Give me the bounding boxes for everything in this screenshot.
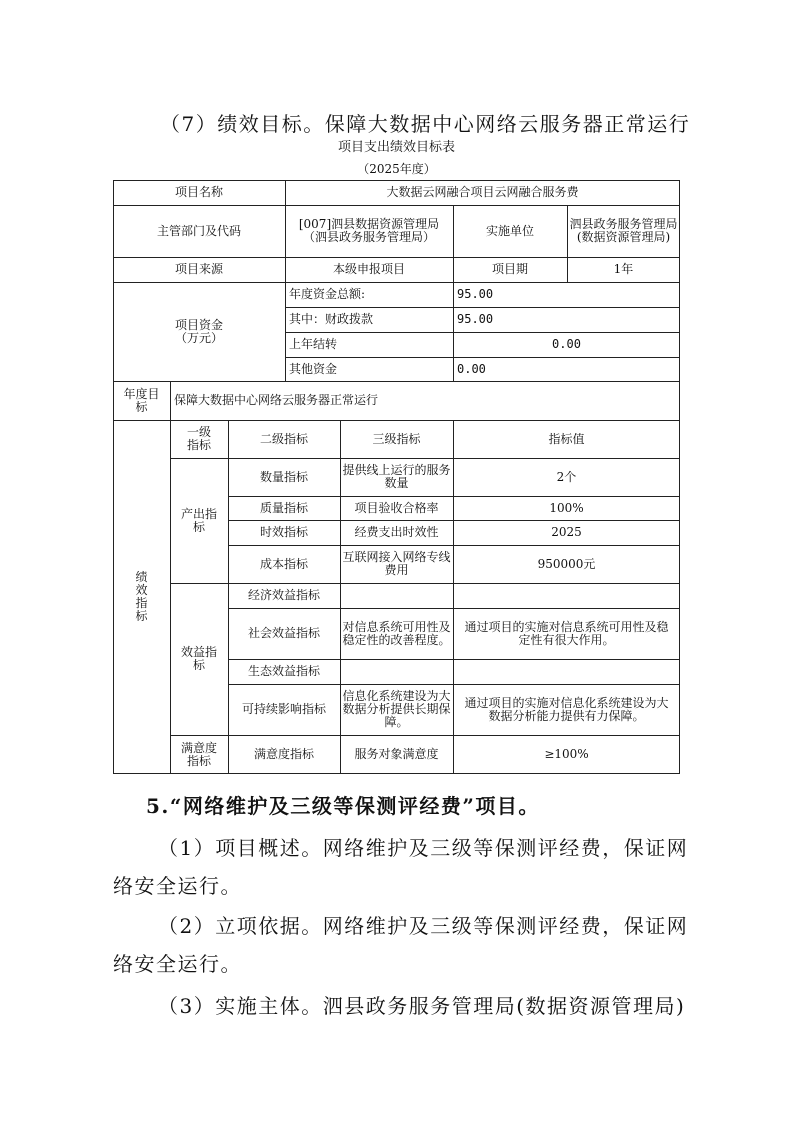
section-heading-5: 5.“网络维护及三级等保测评经费”项目。 — [146, 794, 540, 818]
fund-carry-label: 上年结转 — [289, 337, 338, 351]
source-value: 本级申报项目 — [332, 262, 405, 276]
dept-value-line1: [007]泗县数据资源管理局 — [298, 217, 440, 231]
annual-goal-label: 年度目标 — [123, 386, 160, 414]
paragraph-2-line1: （2）立项依据。网络维护及三级等保测评经费，保证网 — [158, 914, 689, 938]
sus-l3: 信息化系统建设为大数据分析提供长期保障。 — [342, 689, 451, 729]
project-name-label: 项目名称 — [174, 185, 223, 199]
fund-other-label: 其他资金 — [289, 361, 338, 376]
qual-l2: 质量指标 — [259, 500, 308, 515]
qual-l3: 项目验收合格率 — [354, 500, 439, 515]
output-indicator-label: 产出指标 — [180, 506, 217, 534]
time-value: 2025 — [551, 525, 582, 539]
table-year: （2025年度） — [357, 162, 436, 176]
time-l3: 经费支出时效性 — [354, 525, 439, 539]
source-label: 项目来源 — [174, 262, 223, 276]
benefit-indicator-label: 效益指标 — [180, 645, 217, 672]
header-level3: 三级指标 — [372, 431, 421, 446]
paragraph-3: （3）实施主体。泗县政务服务管理局(数据资源管理局) — [158, 994, 686, 1018]
sat-value: ≥100% — [544, 747, 589, 761]
fund-total-label: 年度资金总额: — [289, 287, 366, 301]
soc-value: 通过项目的实施对信息系统可用性及稳定性有很大作用。 — [464, 619, 669, 647]
project-name-value: 大数据云网融合项目云网融合服务费 — [386, 185, 579, 199]
fund-total-value: 95.00 — [457, 287, 494, 301]
dept-label: 主管部门及代码 — [156, 223, 241, 238]
header-level2: 二级指标 — [259, 431, 308, 446]
impl-unit-value: 泗县政务服务管理局(数据资源管理局) — [569, 217, 678, 244]
qty-value: 2个 — [556, 469, 577, 484]
sus-value: 通过项目的实施对信息化系统建设为大数据分析能力提供有力保障。 — [464, 695, 669, 723]
fund-fiscal-label: 其中：财政拨款 — [289, 312, 374, 326]
sat-l3: 服务对象满意度 — [354, 747, 439, 761]
qty-l2: 数量指标 — [259, 469, 308, 484]
perf-indicator-label: 绩效指标 — [135, 570, 148, 623]
dept-value-line2: （泗县政务服务管理局） — [302, 230, 435, 244]
econ-l2: 经济效益指标 — [247, 588, 320, 602]
paragraph-2-line2: 络安全运行。 — [113, 952, 242, 976]
qty-l3: 提供线上运行的服务数量 — [342, 463, 451, 490]
annual-goal-value: 保障大数据中心网络云服务器正常运行 — [174, 393, 379, 407]
eco-l2: 生态效益指标 — [247, 664, 320, 678]
cost-l2: 成本指标 — [259, 556, 308, 571]
period-value: 1年 — [613, 262, 634, 276]
fund-fiscal-value: 95.00 — [457, 312, 494, 326]
period-label: 项目期 — [491, 262, 528, 276]
soc-l2: 社会效益指标 — [247, 626, 320, 640]
fund-other-value: 0.00 — [457, 361, 486, 376]
qual-value: 100% — [549, 500, 584, 515]
time-l2: 时效指标 — [259, 525, 308, 539]
paragraph-1-line2: 络安全运行。 — [113, 874, 242, 898]
fund-label-line2: （万元） — [174, 330, 223, 345]
paragraph-1-line1: （1）项目概述。网络维护及三级等保测评经费，保证网 — [158, 836, 689, 860]
cost-l3: 互联网接入网络专线费用 — [342, 550, 451, 577]
soc-l3: 对信息系统可用性及稳定性的改善程度。 — [342, 619, 451, 647]
intro-paragraph: （7）绩效目标。保障大数据中心网络云服务器正常运行 — [160, 112, 691, 136]
satisfaction-indicator-label: 满意度指标 — [180, 740, 217, 768]
header-value: 指标值 — [548, 431, 585, 446]
header-level1: 一级指标 — [186, 425, 211, 452]
sat-l2: 满意度指标 — [253, 747, 314, 761]
dept-value — [285, 205, 453, 257]
sus-l2: 可持续影响指标 — [241, 702, 326, 716]
cost-value: 950000元 — [537, 556, 596, 571]
impl-unit-label: 实施单位 — [485, 223, 534, 238]
fund-carry-value: 0.00 — [552, 337, 581, 351]
fund-label-line1: 项目资金 — [174, 317, 223, 332]
fund-label — [113, 282, 285, 381]
table-title: 项目支出绩效目标表 — [337, 140, 455, 155]
